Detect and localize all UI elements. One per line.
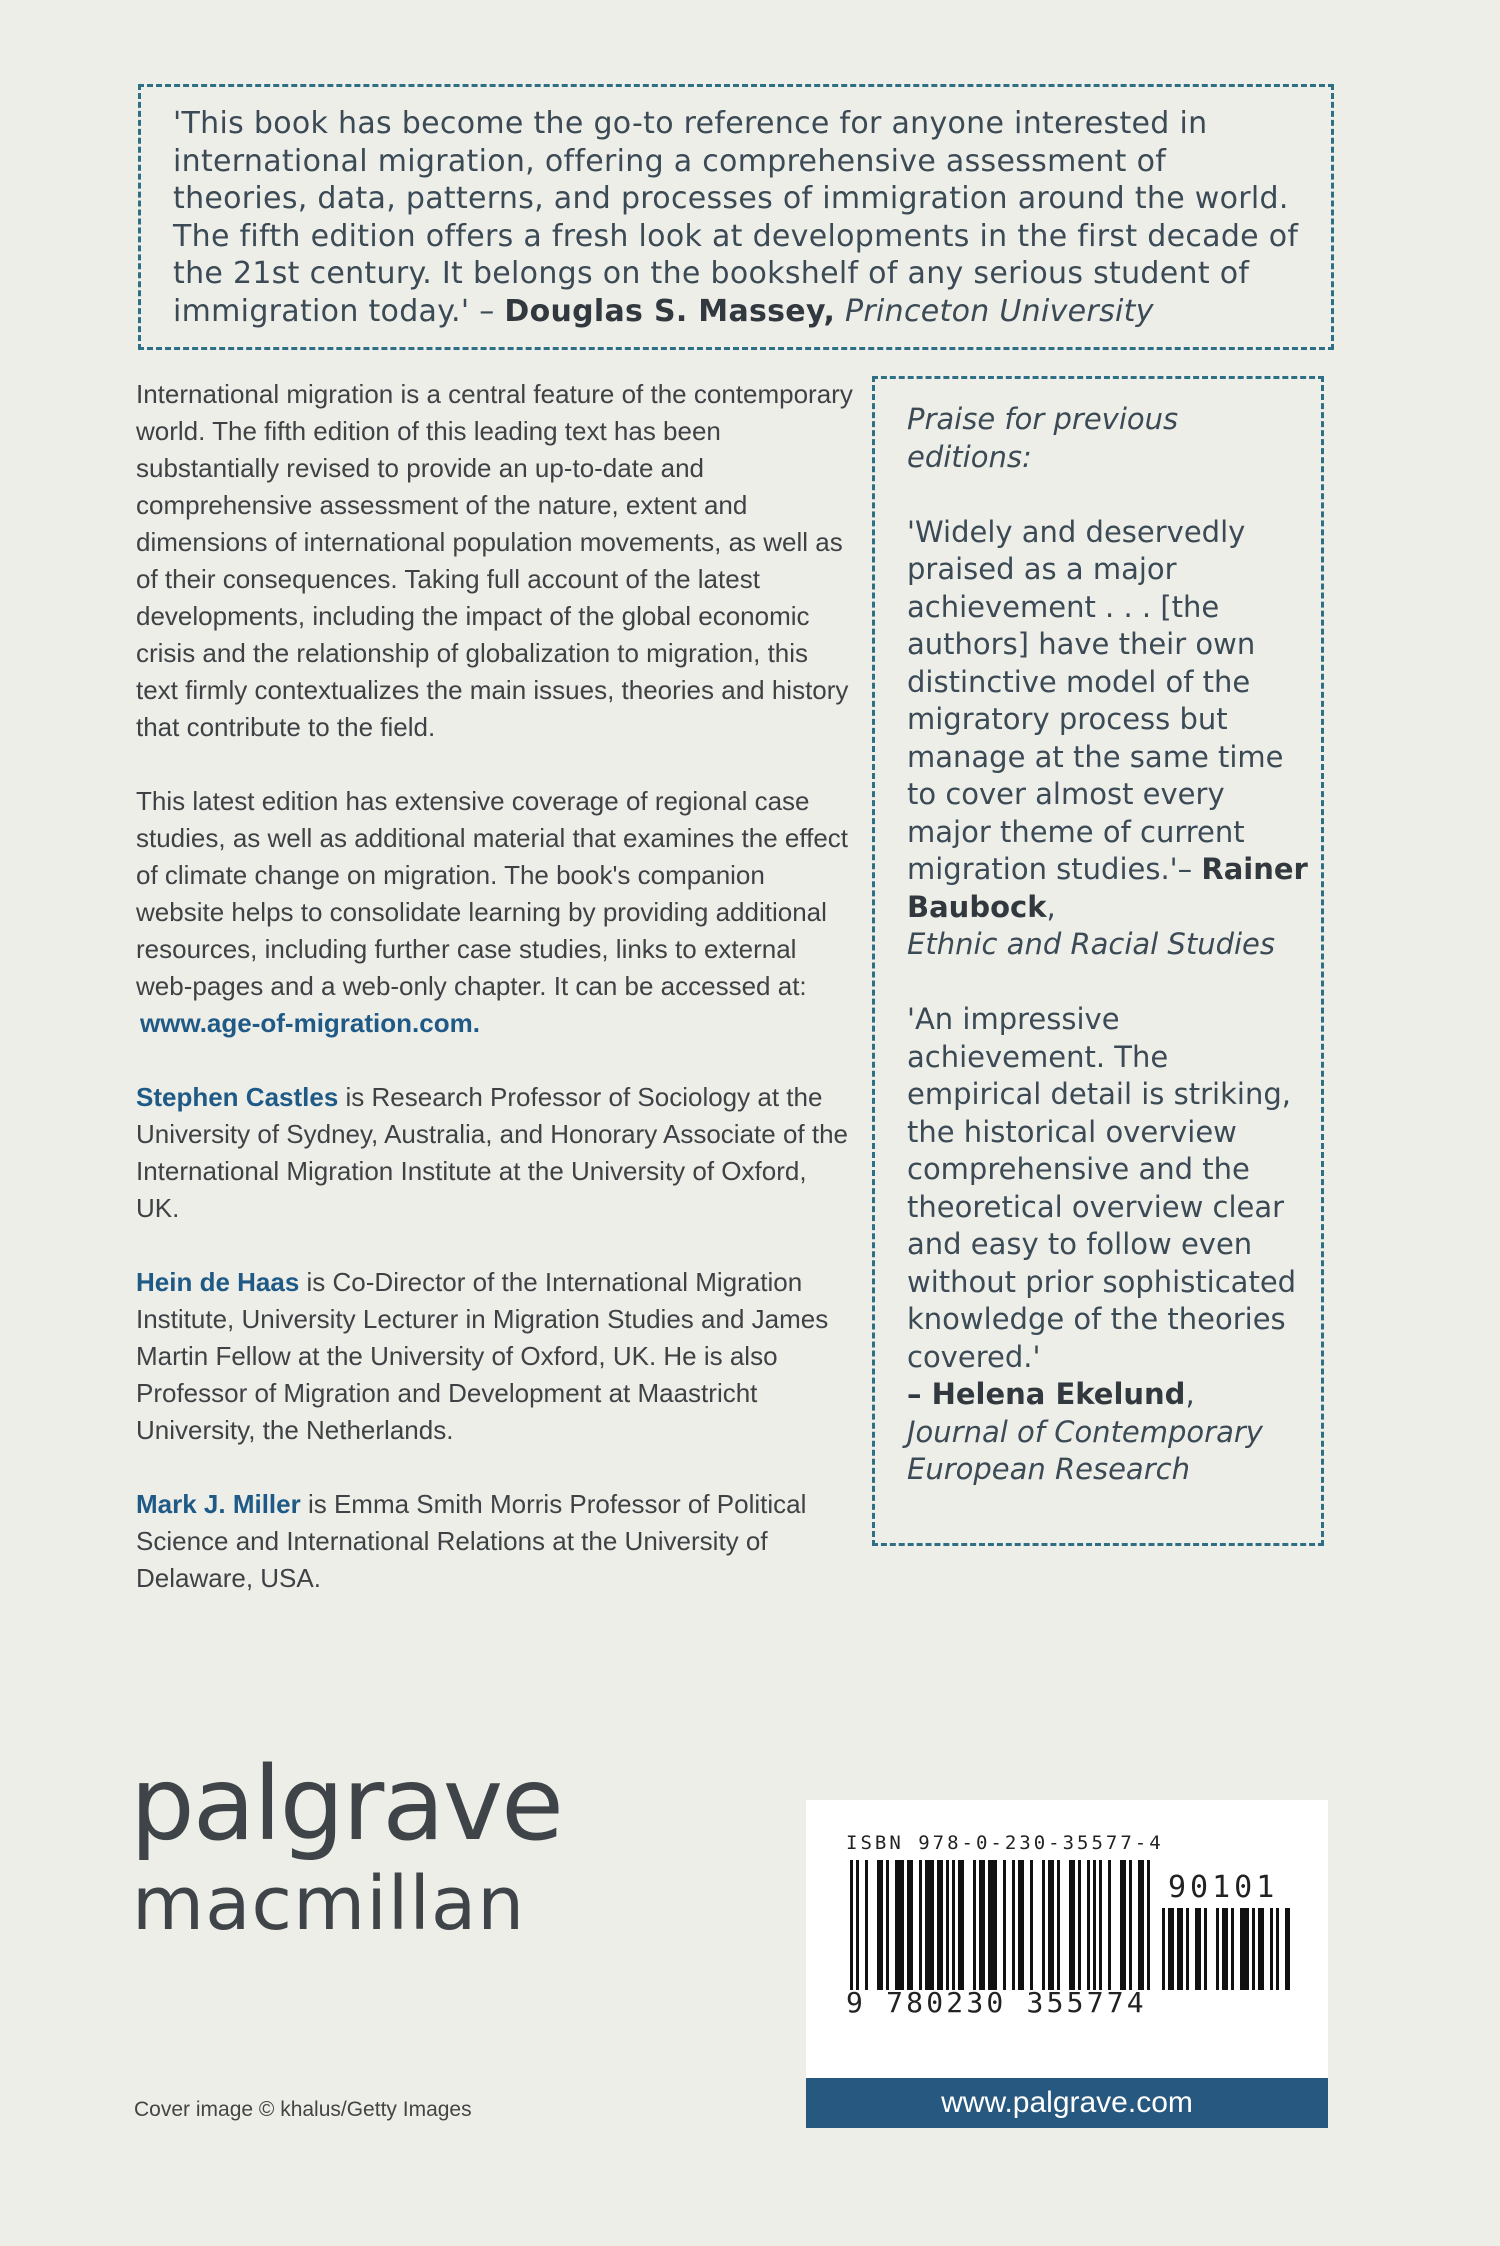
barcode-bar [907, 1860, 913, 1990]
praise-quote-1-text: 'Widely and deservedly praised as a major achievement . . . [the authors] have their own distinctive model of the migratory process but manage at the same time to cover almost every major theme of current migration studies.'– [907, 514, 1284, 886]
barcode-bar [1048, 1860, 1054, 1990]
publisher-logo-line1: palgrave [130, 1745, 562, 1864]
top-quote-author: Douglas S. Massey, [504, 293, 836, 329]
barcode-bar [1147, 1860, 1150, 1990]
barcode-bar [1168, 1908, 1174, 1990]
barcode-bar [1252, 1908, 1255, 1990]
barcode-bar [865, 1860, 868, 1990]
barcode-bar [1093, 1860, 1096, 1990]
barcode-bar [1162, 1908, 1165, 1990]
publisher-logo-line2: macmillan [132, 1861, 526, 1947]
barcode-bar [1204, 1908, 1207, 1990]
barcode-bar [1231, 1908, 1234, 1990]
author-bio-text-2: is Co-Director of the International Migration Institute, University Lecturer in Migration Studies and James Martin Fellow at the University of Oxford, UK. He is also Professor of Migration and Development at Maastricht University, the Netherlands. [136, 1267, 829, 1445]
barcode-bar [1069, 1860, 1075, 1990]
praise-quote-1: 'Widely and deservedly praised as a major achievement . . . [the authors] have their own distinctive model of the migratory process but manage at the same time to cover almost every major theme of current migration studies.'– Rainer Baubock, Ethnic and Racial Studies [907, 514, 1308, 961]
author-bio-1 [136, 1079, 856, 1227]
barcode-bar [886, 1860, 889, 1990]
barcode-bar [1222, 1908, 1228, 1990]
barcode-bar [856, 1860, 859, 1990]
barcode-bar [1087, 1860, 1090, 1990]
barcode-bar [1078, 1860, 1081, 1990]
barcode-bar [925, 1860, 934, 1990]
addon-barcode-icon [1162, 1908, 1290, 1990]
cover-image-credit: Cover image © khalus/Getty Images [134, 2098, 472, 2121]
barcode-bar [1120, 1860, 1126, 1990]
description-paragraph-1: International migration is a central feature of the contemporary world. The fifth edition of this leading text has been substantially revised to provide an up-to-date and comprehensive assessment of the nature, extent and dimensions of international population movements, as well as of their consequences. Taking full account of the latest developments, including the impact of the global economic crisis and the relationship of globalization to migration, this text firmly contextualizes the main issues, theories and history that contribute to the field. [136, 379, 853, 742]
barcode-bar [1138, 1860, 1144, 1990]
barcode-bar [973, 1860, 976, 1990]
barcode-bar [952, 1860, 955, 1990]
barcode-bar [1057, 1860, 1060, 1990]
author-bio-3 [136, 1486, 856, 1597]
barcode-bar [1216, 1908, 1219, 1990]
barcode-bar [1195, 1908, 1201, 1990]
praise-quote-2-source: Journal of Contemporary European Research [907, 1414, 1263, 1486]
description-paragraph-2-text: This latest edition has extensive coverage of regional case studies, as well as additional material that examines the effect of climate change on migration. The book's companion website helps to consolidate learning by providing additional resources, including further case studies, links to external web-pages and a web-only chapter. It can be accessed at: [136, 786, 849, 1001]
barcode-bar [1003, 1860, 1006, 1990]
top-quote-affiliation: Princeton University [835, 293, 1154, 329]
author-name-3: Mark J. Miller [136, 1489, 301, 1519]
author-bio-text-3: is Emma Smith Morris Professor of Political Science and International Relations at the University of Delaware, USA. [136, 1489, 807, 1593]
barcode-bar [1258, 1908, 1264, 1990]
barcode-bar [979, 1860, 985, 1990]
barcode-bar [1018, 1860, 1024, 1990]
barcode-bar [1285, 1908, 1290, 1990]
praise-quote-1-author: Rainer Baubock [907, 852, 1308, 924]
barcode-bar [1129, 1860, 1132, 1990]
barcode-bar [1099, 1860, 1102, 1990]
barcode-bar [958, 1860, 964, 1990]
barcode-bar [937, 1860, 943, 1990]
barcode-bar [850, 1860, 853, 1990]
barcode-addon-digits: 90101 [1168, 1870, 1279, 1905]
isbn-label: ISBN 978-0-230-35577-4 [846, 1832, 1164, 1854]
barcode-bar [877, 1860, 883, 1990]
praise-heading [907, 401, 1309, 476]
barcode-bar [1030, 1860, 1033, 1990]
praise-quote-1-source: Ethnic and Racial Studies [907, 927, 1275, 961]
barcode-bar [946, 1860, 949, 1990]
author-bio-text-1: is Research Professor of Sociology at the University of Sydney, Australia, and Honorary Associate of the International Migration Institute at the University of Oxford, UK. [136, 1082, 848, 1223]
barcode-bar [1240, 1908, 1249, 1990]
barcode-icon [850, 1860, 1150, 1990]
praise-quote-2-author: – Helena Ekelund [907, 1377, 1186, 1411]
barcode-bar [988, 1860, 997, 1990]
book-description [136, 376, 856, 1634]
companion-website-link[interactable]: www.age-of-migration.com. [140, 1008, 480, 1038]
barcode-bar [1276, 1908, 1279, 1990]
praise-quote-2-text: 'An impressive achievement. The empirical detail is striking, the historical overview comprehensive and the theoretical overview clear and easy to follow even without prior sophisticated knowledge of the theories covered.' [907, 1002, 1297, 1374]
description-paragraph-2 [136, 783, 856, 1042]
praise-quote-2: 'An impressive achievement. The empirical detail is striking, the historical overview comprehensive and the theoretical overview clear and easy to follow even without prior sophisticated knowledge of the theories covered.' – Helena Ekelund, Journal of Contemporary European Research [907, 1002, 1297, 1486]
top-quote-text: 'This book has become the go-to reference for anyone interested in international migration, offering a comprehensive assessment of theories, data, patterns, and processes of immigration around the world. The fifth edition offers a fresh look at developments in the first decade of the 21st century. It belongs on the bookshelf of any serious student of immigration today.' [173, 106, 1299, 329]
barcode-bar [1177, 1908, 1183, 1990]
barcode-bar [1042, 1860, 1045, 1990]
barcode-bar [919, 1860, 922, 1990]
author-bio-2 [136, 1264, 856, 1449]
top-endorsement-quote [138, 84, 1334, 350]
barcode-bar [1186, 1908, 1189, 1990]
top-quote-dash: – [469, 293, 505, 329]
publisher-website[interactable]: www.palgrave.com [806, 2078, 1328, 2128]
barcode-bar [1012, 1860, 1015, 1990]
barcode-bar [1270, 1908, 1273, 1990]
author-name-2: Hein de Haas [136, 1267, 300, 1297]
barcode-digits: 9 780230 355774 [846, 1986, 1147, 2019]
author-name-1: Stephen Castles [136, 1082, 339, 1112]
barcode-bar [895, 1860, 904, 1990]
praise-heading-text: Praise for previous editions: [907, 402, 1179, 474]
praise-box [872, 376, 1324, 1546]
barcode-bar [1108, 1860, 1111, 1990]
